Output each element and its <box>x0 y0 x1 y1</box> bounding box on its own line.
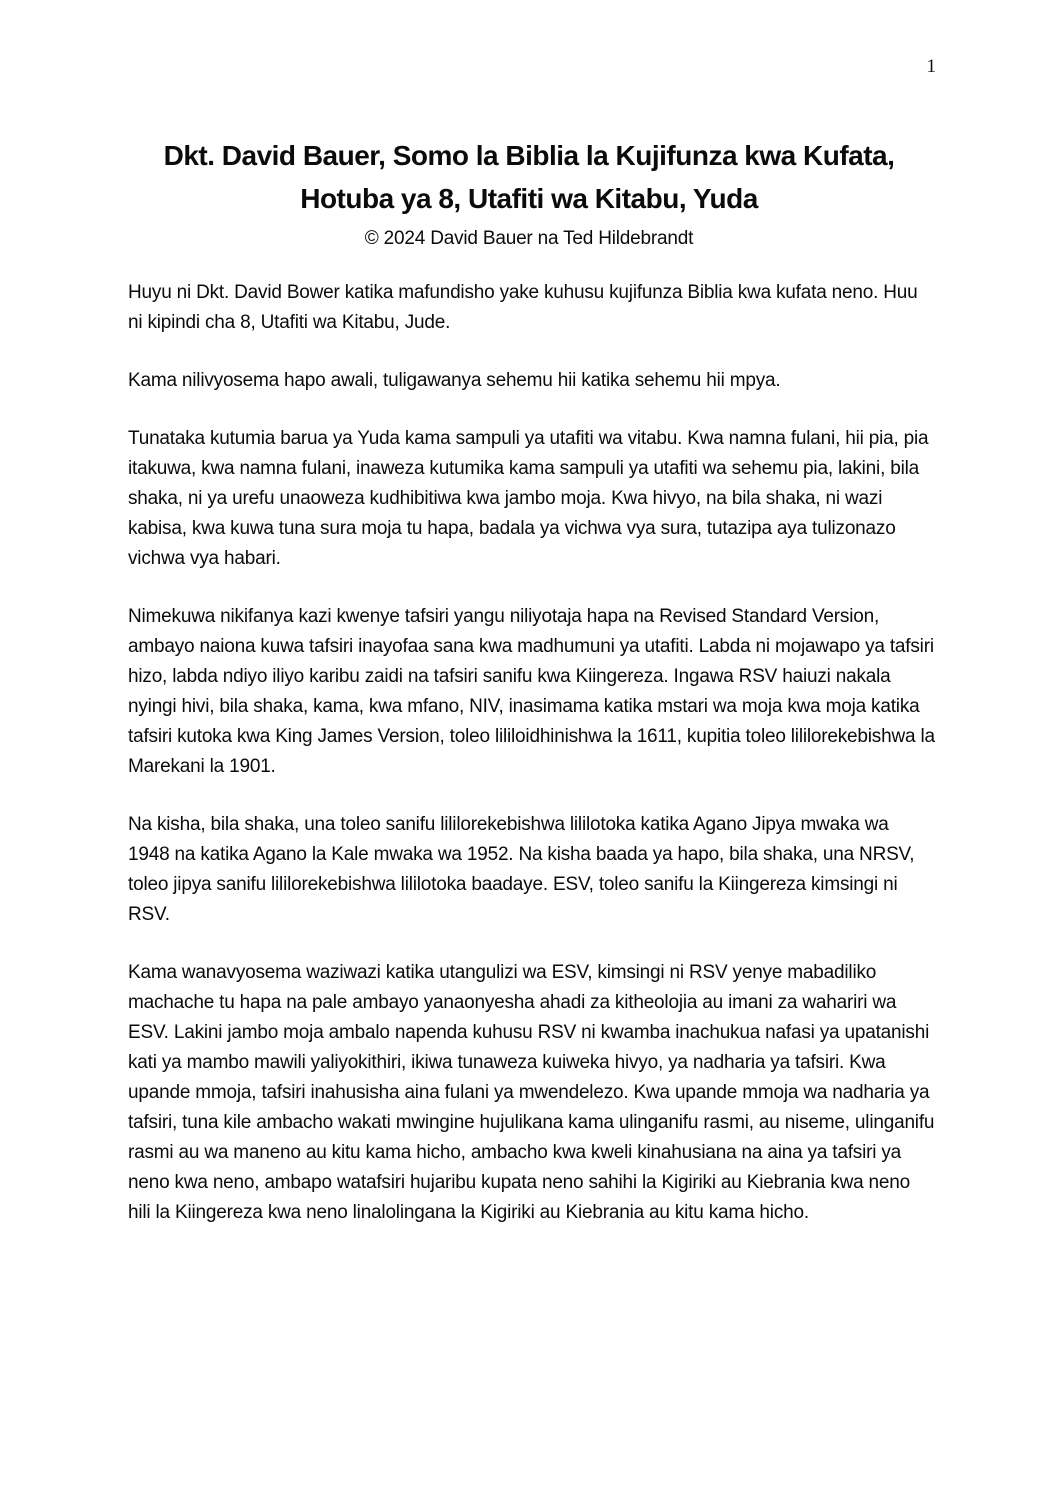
paragraph-4: Nimekuwa nikifanya kazi kwenye tafsiri yangu niliyotaja hapa na Revised Standard Version, ambayo naiona kuwa tafsiri inayofaa sana kwa madhumuni ya utafiti. Labda ni mojawapo ya tafsiri hizo, labda ndiyo iliyo karibu zaidi na tafsiri sanifu kwa Kiingereza. Ingawa RSV haiuzi nakala nyingi hivi, bila shaka, kama, kwa mfano, NIV, inasimama katika mstari wa moja kwa moja katika tafsiri kutoka kwa King James Version, toleo lililoidhinishwa la 1611, kupitia toleo lililorekebishwa la Marekani la 1901. <box>128 606 935 777</box>
paragraph-3: Tunataka kutumia barua ya Yuda kama sampuli ya utafiti wa vitabu. Kwa namna fulani, hii pia, pia itakuwa, kwa namna fulani, inaweza kutumika kama sampuli ya utafiti wa sehemu pia, lakini, bila shaka, ni ya urefu unaoweza kudhibitiwa kwa jambo moja. Kwa hivyo, na bila shaka, ni wazi kabisa, kwa kuwa tuna sura moja tu hapa, badala ya vichwa vya sura, tutazipa aya tulizonazo vichwa vya habari. <box>128 428 929 569</box>
paragraph-2: Kama nilivyosema hapo awali, tuligawanya sehemu hii katika sehemu hii mpya. <box>128 370 781 391</box>
paragraph-1: Huyu ni Dkt. David Bower katika mafundisho yake kuhusu kujifunza Biblia kwa kufata neno. Huu ni kipindi cha 8, Utafiti wa Kitabu, Jude. <box>128 282 918 333</box>
paragraph-6: Kama wanavyosema waziwazi katika utangulizi wa ESV, kimsingi ni RSV yenye mabadiliko machache tu hapa na pale ambayo yanaonyesha ahadi za kitheolojia au imani za wahariri wa ESV. Lakini jambo moja ambalo napenda kuhusu RSV ni kwamba inachukua nafasi ya upatanishi kati ya mambo mawili yaliyokithiri, ikiwa tunaweza kuiweka hivyo, ya nadharia ya tafsiri. Kwa upande mmoja, tafsiri inahusisha aina fulani ya mwendelezo. Kwa upande mmoja wa nadharia ya tafsiri, tuna kile ambacho wakati mwingine hujulikana kama ulinganifu rasmi, au niseme, ulinganifu rasmi au wa maneno au kitu kama hicho, ambacho kwa kweli kinahusiana na aina ya tafsiri ya neno kwa neno, ambapo watafsiri hujaribu kupata neno sahihi la Kigiriki au Kiebrania kwa neno hili la Kiingereza kwa neno linalolingana la Kigiriki au Kiebrania au kitu kama hicho. <box>128 962 935 1223</box>
page-number: 1 <box>926 56 936 77</box>
paragraph-5: Na kisha, bila shaka, una toleo sanifu lililorekebishwa lililotoka katika Agano Jipya mwaka wa 1948 na katika Agano la Kale mwaka wa 1952. Na kisha baada ya hapo, bila shaka, una NRSV, toleo jipya sanifu lililorekebishwa lililotoka baadaye. ESV, toleo sanifu la Kiingereza kimsingi ni RSV. <box>128 814 915 925</box>
document-body <box>128 278 935 1228</box>
copyright-line: © 2024 David Bauer na Ted Hildebrandt <box>364 228 694 249</box>
title-line-1: Dkt. David Bauer, Somo la Biblia la Kujifunza kwa Kufata, <box>163 140 895 171</box>
title-line-2: Hotuba ya 8, Utafiti wa Kitabu, Yuda <box>300 183 758 214</box>
document-title <box>134 134 924 220</box>
